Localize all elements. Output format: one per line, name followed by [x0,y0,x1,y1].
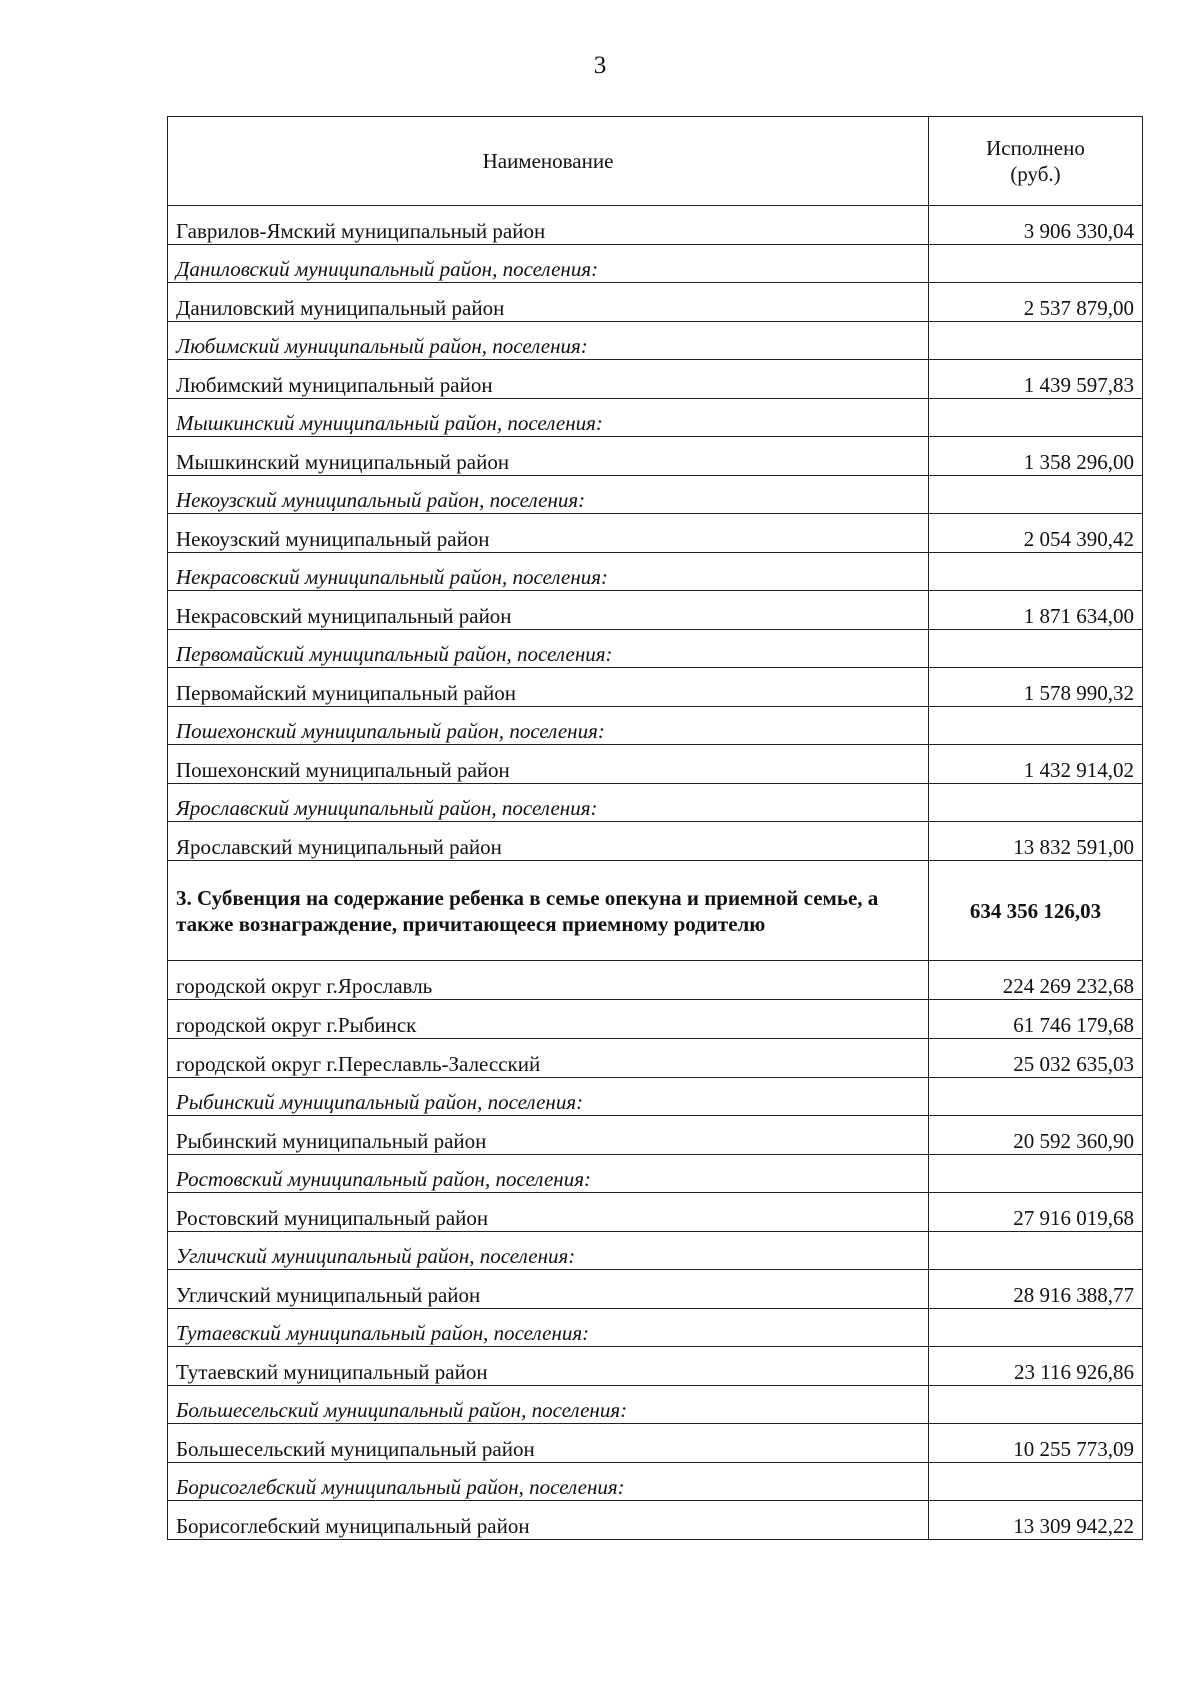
group-heading-row [168,630,1143,668]
table-body [168,206,1143,1540]
budget-table [167,116,1143,1540]
row-amount: 2 054 390,42 [929,514,1143,553]
row-amount: 23 116 926,86 [929,1347,1143,1386]
group-heading-row [168,1309,1143,1347]
table-row [168,822,1143,861]
header-amount [929,117,1143,206]
row-name: Мышкинский муниципальный район, поселения: [168,399,929,437]
row-amount: 634 356 126,03 [929,861,1143,961]
row-name: Борисоглебский муниципальный район [168,1501,929,1540]
group-heading-row [168,1232,1143,1270]
row-amount [929,1232,1143,1270]
row-amount: 1 432 914,02 [929,745,1143,784]
row-name: Пошехонский муниципальный район [168,745,929,784]
table-row [168,514,1143,553]
row-name: Угличский муниципальный район [168,1270,929,1309]
row-name: городской округ г.Переславль-Залесский [168,1039,929,1078]
row-name: Большесельский муниципальный район, поселения: [168,1386,929,1424]
table-header [168,117,1143,206]
row-name: Любимский муниципальный район, поселения: [168,322,929,360]
table-row [168,437,1143,476]
table-row [168,1424,1143,1463]
row-name: Тутаевский муниципальный район [168,1347,929,1386]
row-amount: 3 906 330,04 [929,206,1143,245]
row-name: Некрасовский муниципальный район, поселения: [168,553,929,591]
table-row [168,591,1143,630]
row-amount: 20 592 360,90 [929,1116,1143,1155]
row-amount: 1 578 990,32 [929,668,1143,707]
group-heading-row [168,1463,1143,1501]
row-amount [929,784,1143,822]
row-amount [929,1463,1143,1501]
group-heading-row [168,707,1143,745]
row-amount: 1 871 634,00 [929,591,1143,630]
section-row [168,861,1143,961]
row-name: Пошехонский муниципальный район, поселения: [168,707,929,745]
row-amount: 1 358 296,00 [929,437,1143,476]
row-amount [929,399,1143,437]
table-row [168,1501,1143,1540]
row-amount [929,553,1143,591]
group-heading-row [168,1386,1143,1424]
table-row [168,1347,1143,1386]
group-heading-row [168,1078,1143,1116]
row-name: Ярославский муниципальный район, поселения: [168,784,929,822]
row-amount [929,476,1143,514]
row-amount: 61 746 179,68 [929,1000,1143,1039]
row-name: Мышкинский муниципальный район [168,437,929,476]
row-name: Борисоглебский муниципальный район, поселения: [168,1463,929,1501]
row-name: Угличский муниципальный район, поселения: [168,1232,929,1270]
group-heading-row [168,322,1143,360]
table-row [168,1116,1143,1155]
row-name: городской округ г.Ярославль [168,961,929,1000]
row-amount: 1 439 597,83 [929,360,1143,399]
row-name: Тутаевский муниципальный район, поселения: [168,1309,929,1347]
table-row [168,1193,1143,1232]
header-amount-line1: Исполнено [986,136,1085,160]
row-amount [929,707,1143,745]
table-row [168,1039,1143,1078]
table-row [168,206,1143,245]
row-amount [929,1309,1143,1347]
row-name: Рыбинский муниципальный район [168,1116,929,1155]
row-amount [929,1078,1143,1116]
row-amount: 27 916 019,68 [929,1193,1143,1232]
row-name: Любимский муниципальный район [168,360,929,399]
group-heading-row [168,1155,1143,1193]
table-row [168,745,1143,784]
row-name: Некрасовский муниципальный район [168,591,929,630]
table-row [168,668,1143,707]
table-row [168,283,1143,322]
row-name: Некоузский муниципальный район [168,514,929,553]
row-name: 3. Субвенция на содержание ребенка в семье опекуна и приемной семье, а также вознаграждение, причитающееся приемному родителю [168,861,929,961]
row-name: Первомайский муниципальный район [168,668,929,707]
page-number: 3 [593,52,607,79]
row-name: Ростовский муниципальный район [168,1193,929,1232]
table-row [168,360,1143,399]
header-row [168,117,1143,206]
row-amount: 13 832 591,00 [929,822,1143,861]
row-name: Первомайский муниципальный район, поселения: [168,630,929,668]
row-name: городской округ г.Рыбинск [168,1000,929,1039]
row-amount [929,630,1143,668]
header-name: Наименование [168,117,929,206]
row-name: Большесельский муниципальный район [168,1424,929,1463]
row-amount: 25 032 635,03 [929,1039,1143,1078]
row-name: Даниловский муниципальный район, поселения: [168,245,929,283]
row-amount: 224 269 232,68 [929,961,1143,1000]
row-amount [929,245,1143,283]
row-name: Рыбинский муниципальный район, поселения: [168,1078,929,1116]
row-amount [929,1155,1143,1193]
table-row [168,1000,1143,1039]
row-amount: 28 916 388,77 [929,1270,1143,1309]
row-amount [929,322,1143,360]
row-name: Даниловский муниципальный район [168,283,929,322]
row-amount: 10 255 773,09 [929,1424,1143,1463]
row-name: Ярославский муниципальный район [168,822,929,861]
row-name: Ростовский муниципальный район, поселения: [168,1155,929,1193]
group-heading-row [168,399,1143,437]
group-heading-row [168,784,1143,822]
row-name: Некоузский муниципальный район, поселения: [168,476,929,514]
group-heading-row [168,553,1143,591]
table-row [168,1270,1143,1309]
row-amount: 2 537 879,00 [929,283,1143,322]
row-amount: 13 309 942,22 [929,1501,1143,1540]
table-row [168,961,1143,1000]
row-name: Гаврилов-Ямский муниципальный район [168,206,929,245]
group-heading-row [168,476,1143,514]
row-amount [929,1386,1143,1424]
group-heading-row [168,245,1143,283]
header-amount-line2: (руб.) [1010,162,1061,186]
